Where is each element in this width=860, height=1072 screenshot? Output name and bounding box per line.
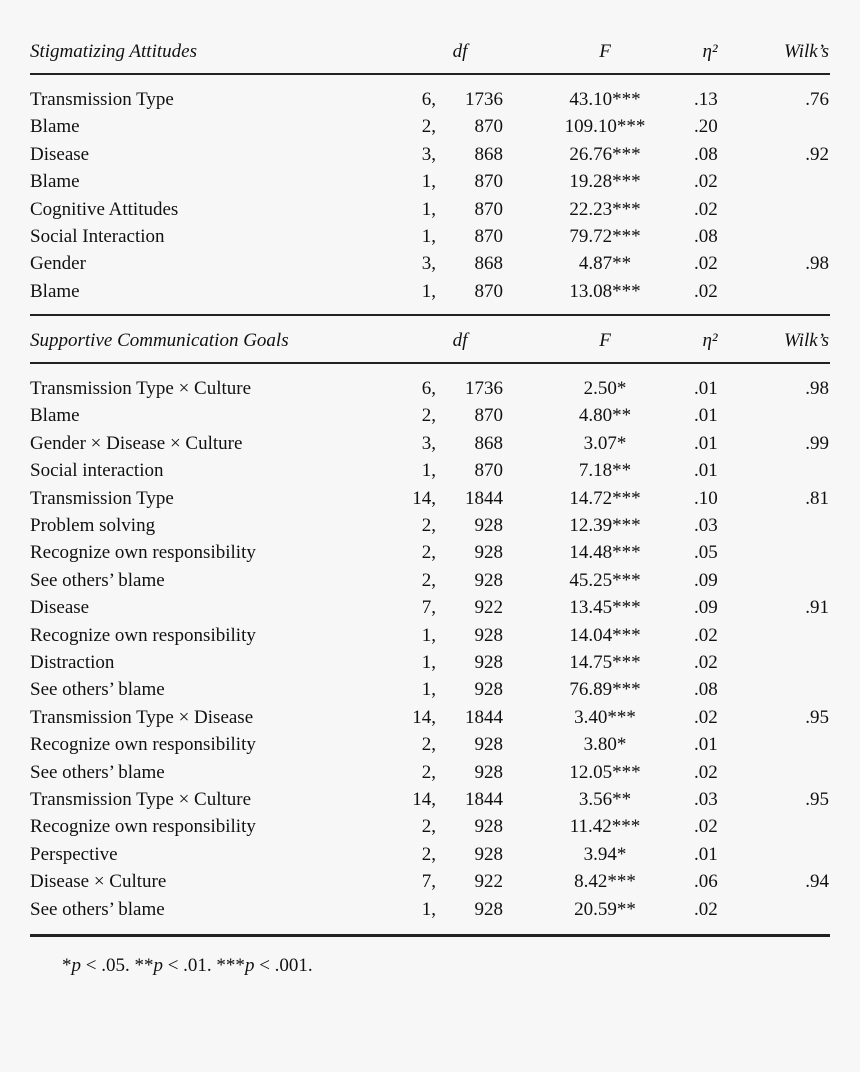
df-denominator: 870 bbox=[474, 281, 503, 302]
df-denominator: 870 bbox=[474, 171, 503, 192]
df-numerator: 2, bbox=[421, 762, 436, 783]
row-label: Transmission Type bbox=[30, 488, 174, 509]
f-value: 26.76*** bbox=[569, 144, 641, 165]
row-label: See others’ blame bbox=[30, 762, 165, 783]
table-row bbox=[0, 375, 860, 402]
f-value: 43.10*** bbox=[569, 89, 641, 110]
f-value: 4.87** bbox=[578, 253, 632, 274]
table-row bbox=[0, 402, 860, 429]
row-label: Social interaction bbox=[30, 460, 164, 481]
f-value: 45.25*** bbox=[569, 570, 641, 591]
row-label: Transmission Type bbox=[30, 89, 174, 110]
table-row bbox=[0, 539, 860, 566]
column-header-wilks: Wilk’s bbox=[783, 330, 829, 351]
df-numerator: 2, bbox=[421, 570, 436, 591]
df-denominator: 928 bbox=[474, 625, 503, 646]
column-header-df: df bbox=[452, 330, 468, 351]
table-row bbox=[0, 196, 860, 223]
column-header-f: F bbox=[599, 330, 611, 351]
f-value: 79.72*** bbox=[569, 226, 641, 247]
section-header-supportive bbox=[0, 326, 860, 356]
row-label: Disease bbox=[30, 144, 90, 165]
wilks-lambda: .76 bbox=[805, 89, 829, 110]
eta-squared: .02 bbox=[694, 899, 718, 920]
eta-squared: .02 bbox=[694, 625, 718, 646]
df-denominator: 1844 bbox=[465, 488, 503, 509]
df-denominator: 868 bbox=[474, 144, 503, 165]
eta-squared: .02 bbox=[694, 253, 718, 274]
wilks-lambda: .91 bbox=[805, 597, 829, 618]
eta-squared: .02 bbox=[694, 281, 718, 302]
row-label: Gender bbox=[30, 253, 86, 274]
footnote-text: < .01. *** bbox=[162, 955, 245, 976]
eta-squared: .02 bbox=[694, 707, 718, 728]
df-numerator: 3, bbox=[421, 253, 436, 274]
f-value: 7.18** bbox=[578, 460, 632, 481]
df-denominator: 922 bbox=[474, 597, 503, 618]
eta-squared: .13 bbox=[694, 89, 718, 110]
column-header-wilks: Wilk’s bbox=[783, 41, 829, 62]
row-label: Disease bbox=[30, 597, 90, 618]
df-numerator: 2, bbox=[421, 405, 436, 426]
section-header-stigmatizing bbox=[0, 37, 860, 67]
table-row bbox=[0, 759, 860, 786]
eta-squared: .01 bbox=[694, 433, 718, 454]
df-denominator: 868 bbox=[474, 253, 503, 274]
footnote-text: * bbox=[62, 955, 72, 976]
eta-squared: .10 bbox=[694, 488, 718, 509]
table-row bbox=[0, 896, 860, 923]
df-numerator: 3, bbox=[421, 144, 436, 165]
f-value: 109.10*** bbox=[564, 116, 646, 137]
eta-squared: .02 bbox=[694, 652, 718, 673]
df-denominator: 870 bbox=[474, 226, 503, 247]
section-divider bbox=[30, 314, 830, 316]
df-numerator: 1, bbox=[421, 652, 436, 673]
eta-squared: .01 bbox=[694, 734, 718, 755]
df-denominator: 1844 bbox=[465, 789, 503, 810]
df-numerator: 2, bbox=[421, 844, 436, 865]
row-label: Recognize own responsibility bbox=[30, 816, 256, 837]
row-label: Gender × Disease × Culture bbox=[30, 433, 243, 454]
row-label: Transmission Type × Culture bbox=[30, 378, 252, 399]
footnote-p: p bbox=[244, 955, 255, 976]
table-row bbox=[0, 813, 860, 840]
table-row bbox=[0, 113, 860, 140]
df-numerator: 1, bbox=[421, 460, 436, 481]
f-value: 3.40*** bbox=[574, 707, 636, 728]
f-value: 8.42*** bbox=[574, 871, 636, 892]
eta-squared: .02 bbox=[694, 171, 718, 192]
eta-squared: .01 bbox=[694, 460, 718, 481]
row-label: See others’ blame bbox=[30, 899, 165, 920]
table-row bbox=[0, 704, 860, 731]
table-row bbox=[0, 141, 860, 168]
df-denominator: 928 bbox=[474, 679, 503, 700]
footnote-p: p bbox=[153, 955, 163, 976]
df-numerator: 1, bbox=[421, 625, 436, 646]
row-label: Disease × Culture bbox=[30, 871, 167, 892]
row-label: Transmission Type × Culture bbox=[30, 789, 252, 810]
table-row bbox=[0, 430, 860, 457]
df-denominator: 928 bbox=[474, 762, 503, 783]
f-value: 14.04*** bbox=[569, 625, 641, 646]
df-numerator: 3, bbox=[421, 433, 436, 454]
df-denominator: 868 bbox=[474, 433, 503, 454]
f-value: 3.94* bbox=[583, 844, 627, 865]
f-value: 11.42*** bbox=[569, 816, 641, 837]
df-numerator: 1, bbox=[421, 226, 436, 247]
eta-squared: .02 bbox=[694, 816, 718, 837]
row-label: Problem solving bbox=[30, 515, 156, 536]
table-row bbox=[0, 485, 860, 512]
row-label: Recognize own responsibility bbox=[30, 542, 256, 563]
eta-squared: .03 bbox=[694, 515, 718, 536]
f-value: 13.08*** bbox=[569, 281, 641, 302]
f-value: 12.39*** bbox=[569, 515, 641, 536]
header-rule bbox=[30, 73, 830, 75]
df-denominator: 870 bbox=[474, 199, 503, 220]
section-title: Supportive Communication Goals bbox=[30, 330, 289, 351]
eta-squared: .01 bbox=[694, 405, 718, 426]
df-numerator: 14, bbox=[412, 789, 436, 810]
f-value: 14.72*** bbox=[569, 488, 641, 509]
section-title: Stigmatizing Attitudes bbox=[30, 41, 197, 62]
eta-squared: .01 bbox=[694, 844, 718, 865]
df-numerator: 14, bbox=[412, 707, 436, 728]
wilks-lambda: .98 bbox=[805, 378, 829, 399]
df-numerator: 2, bbox=[421, 734, 436, 755]
wilks-lambda: .92 bbox=[805, 144, 829, 165]
table-row bbox=[0, 622, 860, 649]
f-value: 3.56** bbox=[578, 789, 632, 810]
table-row bbox=[0, 457, 860, 484]
table-row bbox=[0, 512, 860, 539]
df-denominator: 1844 bbox=[465, 707, 503, 728]
table-row bbox=[0, 168, 860, 195]
df-numerator: 1, bbox=[421, 679, 436, 700]
df-numerator: 2, bbox=[421, 816, 436, 837]
table-row bbox=[0, 223, 860, 250]
eta-squared: .03 bbox=[694, 789, 718, 810]
footnote-p: p bbox=[71, 955, 81, 976]
df-denominator: 928 bbox=[474, 734, 503, 755]
f-value: 14.75*** bbox=[569, 652, 641, 673]
table-row bbox=[0, 594, 860, 621]
df-numerator: 1, bbox=[421, 899, 436, 920]
eta-squared: .08 bbox=[694, 679, 718, 700]
df-numerator: 2, bbox=[421, 515, 436, 536]
row-label: Blame bbox=[30, 171, 80, 192]
df-denominator: 928 bbox=[474, 844, 503, 865]
column-header-df: df bbox=[452, 41, 468, 62]
f-value: 3.80* bbox=[583, 734, 627, 755]
df-numerator: 2, bbox=[421, 116, 436, 137]
f-value: 3.07* bbox=[583, 433, 627, 454]
df-denominator: 1736 bbox=[465, 89, 503, 110]
df-numerator: 7, bbox=[421, 871, 436, 892]
header-rule bbox=[30, 362, 830, 364]
eta-squared: .08 bbox=[694, 226, 718, 247]
table-row bbox=[0, 841, 860, 868]
table-row bbox=[0, 786, 860, 813]
table-row bbox=[0, 649, 860, 676]
df-numerator: 1, bbox=[421, 281, 436, 302]
df-numerator: 14, bbox=[412, 488, 436, 509]
eta-squared: .06 bbox=[694, 871, 718, 892]
table-row bbox=[0, 676, 860, 703]
eta-squared: .08 bbox=[694, 144, 718, 165]
table-row bbox=[0, 731, 860, 758]
row-label: Cognitive Attitudes bbox=[30, 199, 179, 220]
table-row bbox=[0, 868, 860, 895]
row-label: Blame bbox=[30, 116, 80, 137]
df-denominator: 928 bbox=[474, 899, 503, 920]
f-value: 13.45*** bbox=[569, 597, 641, 618]
df-denominator: 870 bbox=[474, 405, 503, 426]
df-numerator: 7, bbox=[421, 597, 436, 618]
table-row bbox=[0, 567, 860, 594]
f-value: 14.48*** bbox=[569, 542, 641, 563]
f-value: 4.80** bbox=[578, 405, 632, 426]
wilks-lambda: .98 bbox=[805, 253, 829, 274]
eta-squared: .20 bbox=[694, 116, 718, 137]
eta-squared: .02 bbox=[694, 762, 718, 783]
column-header-f: F bbox=[599, 41, 611, 62]
row-label: Recognize own responsibility bbox=[30, 625, 256, 646]
f-value: 12.05*** bbox=[569, 762, 641, 783]
row-label: Social Interaction bbox=[30, 226, 165, 247]
row-label: Distraction bbox=[30, 652, 115, 673]
row-label: See others’ blame bbox=[30, 679, 165, 700]
column-header-eta: η² bbox=[702, 330, 718, 351]
wilks-lambda: .95 bbox=[805, 789, 829, 810]
df-denominator: 928 bbox=[474, 570, 503, 591]
row-label: Blame bbox=[30, 405, 80, 426]
table-row bbox=[0, 86, 860, 113]
eta-squared: .09 bbox=[694, 570, 718, 591]
df-numerator: 1, bbox=[421, 199, 436, 220]
df-denominator: 1736 bbox=[465, 378, 503, 399]
df-numerator: 6, bbox=[421, 378, 436, 399]
table-row bbox=[0, 278, 860, 305]
column-header-eta: η² bbox=[702, 41, 718, 62]
df-denominator: 922 bbox=[474, 871, 503, 892]
eta-squared: .09 bbox=[694, 597, 718, 618]
eta-squared: .02 bbox=[694, 199, 718, 220]
table-bottom-rule bbox=[30, 934, 830, 937]
row-label: Recognize own responsibility bbox=[30, 734, 256, 755]
eta-squared: .05 bbox=[694, 542, 718, 563]
f-value: 22.23*** bbox=[569, 199, 641, 220]
f-value: 19.28*** bbox=[569, 171, 641, 192]
df-denominator: 870 bbox=[474, 460, 503, 481]
df-numerator: 2, bbox=[421, 542, 436, 563]
wilks-lambda: .94 bbox=[805, 871, 829, 892]
f-value: 76.89*** bbox=[569, 679, 641, 700]
footnote-text: < .05. ** bbox=[81, 955, 154, 976]
df-denominator: 928 bbox=[474, 652, 503, 673]
wilks-lambda: .99 bbox=[805, 433, 829, 454]
df-numerator: 1, bbox=[421, 171, 436, 192]
df-denominator: 928 bbox=[474, 816, 503, 837]
wilks-lambda: .81 bbox=[805, 488, 829, 509]
wilks-lambda: .95 bbox=[805, 707, 829, 728]
df-denominator: 928 bbox=[474, 515, 503, 536]
row-label: Transmission Type × Disease bbox=[30, 707, 254, 728]
row-label: Perspective bbox=[30, 844, 118, 865]
df-numerator: 6, bbox=[421, 89, 436, 110]
df-denominator: 928 bbox=[474, 542, 503, 563]
row-label: Blame bbox=[30, 281, 80, 302]
f-value: 2.50* bbox=[583, 378, 627, 399]
table-footnote bbox=[62, 953, 313, 979]
eta-squared: .01 bbox=[694, 378, 718, 399]
table-row bbox=[0, 250, 860, 277]
df-denominator: 870 bbox=[474, 116, 503, 137]
f-value: 20.59** bbox=[574, 899, 636, 920]
row-label: See others’ blame bbox=[30, 570, 165, 591]
footnote-text: < .001. bbox=[254, 955, 313, 976]
